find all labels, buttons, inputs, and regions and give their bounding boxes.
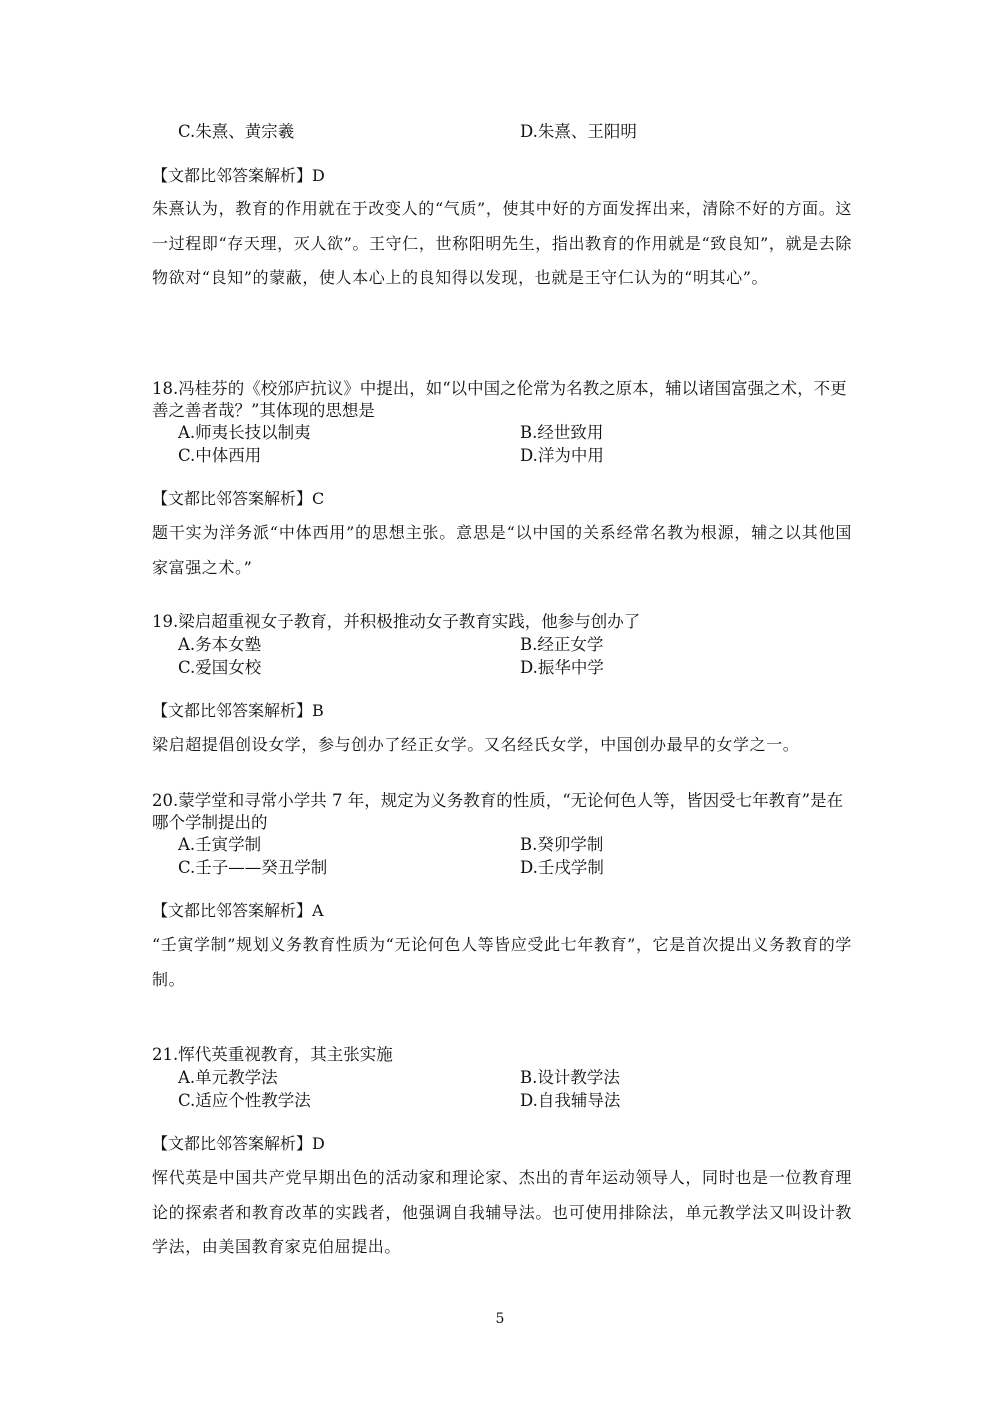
question-stem: 19.梁启超重视女子教育，并积极推动女子教育实践，他参与创办了	[152, 612, 641, 631]
question-stem: 18.冯桂芬的《校邠庐抗议》中提出，如“以中国之伦常为名教之原本，辅以诸国富强之术，不更善之善者哉？”其体现的思想是	[152, 379, 847, 420]
option-c: C.爱国女校	[178, 658, 262, 677]
option-c: C.朱熹、黄宗羲	[178, 122, 295, 141]
page-number: 5	[495, 1311, 505, 1327]
option-d: D.洋为中用	[520, 446, 604, 465]
answer-label: 【文都比邻答案解析】D	[152, 1134, 325, 1153]
explanation-text: 恽代英是中国共产党早期出色的活动家和理论家、杰出的青年运动领导人，同时也是一位教育理论的探索者和教育改革的实践者，他强调自我辅导法。也可使用排除法，单元教学法又叫设计教学法，由美国教育家克伯屈提出。	[152, 1168, 852, 1256]
option-b: B.设计教学法	[520, 1068, 620, 1087]
question-stem: 20.蒙学堂和寻常小学共 7 年，规定为义务教育的性质，“无论何色人等，皆因受七年教育”是在哪个学制提出的	[152, 791, 844, 832]
option-c: C.适应个性教学法	[178, 1091, 311, 1110]
option-a: A.单元教学法	[178, 1068, 278, 1087]
option-d: D.自我辅导法	[520, 1091, 621, 1110]
option-b: B.癸卯学制	[520, 835, 604, 854]
explanation-text: “壬寅学制”规划义务教育性质为“无论何色人等皆应受此七年教育”，它是首次提出义务教育的学制。	[152, 935, 852, 989]
option-a: A.壬寅学制	[178, 835, 262, 854]
option-c: C.壬子——癸丑学制	[178, 858, 328, 877]
answer-label: 【文都比邻答案解析】D	[152, 166, 325, 185]
explanation-text: 题干实为洋务派“中体西用”的思想主张。意思是“以中国的关系经常名教为根源，辅之以其他国家富强之术。”	[152, 523, 852, 577]
option-d: D.朱熹、王阳明	[520, 122, 637, 141]
option-d: D.壬戌学制	[520, 858, 604, 877]
explanation-text: 梁启超提倡创设女学，参与创办了经正女学。又名经氏女学，中国创办最早的女学之一。	[152, 735, 800, 754]
option-a: A.师夷长技以制夷	[178, 423, 311, 442]
option-b: B.经世致用	[520, 423, 604, 442]
question-stem: 21.恽代英重视教育，其主张实施	[152, 1045, 393, 1064]
option-c: C.中体西用	[178, 446, 262, 465]
option-a: A.务本女塾	[178, 635, 262, 654]
explanation-text: 朱熹认为，教育的作用就在于改变人的“气质”，使其中好的方面发挥出来，清除不好的方面。这一过程即“存天理，灭人欲”。王守仁，世称阳明先生，指出教育的作用就是“致良知”，就是去除物欲对“良知”的蒙蔽，使人本心上的良知得以发现，也就是王守仁认为的“明其心”。	[152, 199, 852, 287]
answer-label: 【文都比邻答案解析】C	[152, 489, 325, 508]
answer-label: 【文都比邻答案解析】A	[152, 901, 324, 920]
answer-label: 【文都比邻答案解析】B	[152, 701, 324, 720]
option-d: D.振华中学	[520, 658, 604, 677]
option-b: B.经正女学	[520, 635, 604, 654]
